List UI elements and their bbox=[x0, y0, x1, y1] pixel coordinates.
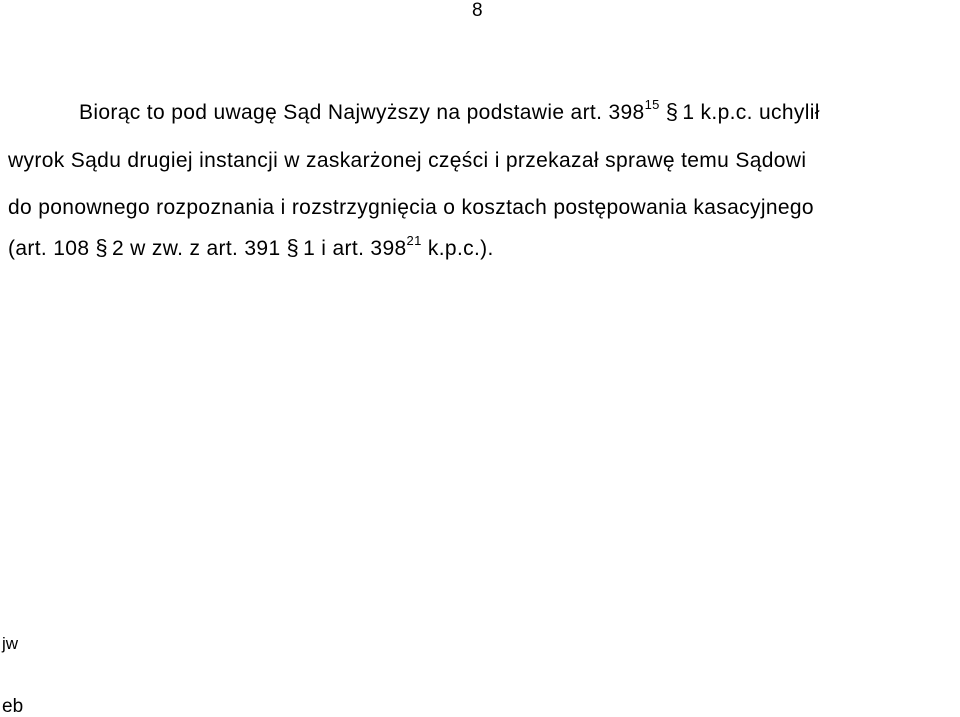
line-1-text-end: 1 k.p.c. uchylił bbox=[682, 101, 820, 124]
paragraph-line-1 bbox=[79, 97, 820, 125]
section-symbol: § bbox=[665, 99, 679, 124]
article-superscript-21: 21 bbox=[406, 233, 422, 248]
paragraph-line-3: do ponownego rozpoznania i rozstrzygnięcia o kosztach postępowania kasacyjnego bbox=[8, 196, 814, 219]
article-superscript-15: 15 bbox=[644, 97, 660, 112]
section-symbol: § bbox=[95, 235, 108, 260]
line-4-text-1: (art. 108 bbox=[8, 237, 90, 260]
footer-initials-2: eb bbox=[2, 696, 24, 717]
footer-initials-1: jw bbox=[2, 634, 19, 653]
paragraph-line-2: wyrok Sądu drugiej instancji w zaskarżonej części i przekazał sprawę temu Sądowi bbox=[8, 149, 807, 172]
page-number: 8 bbox=[472, 0, 483, 21]
line-4-text-3: 1 i art. 398 bbox=[303, 237, 407, 260]
paragraph-line-4 bbox=[8, 233, 494, 261]
line-4-text-4: k.p.c.). bbox=[421, 237, 494, 260]
line-4-text-2: 2 w zw. z art. 391 bbox=[111, 237, 281, 260]
section-symbol: § bbox=[286, 235, 300, 260]
line-1-text: Biorąc to pod uwagę Sąd Najwyższy na podstawie art. 398 bbox=[79, 101, 645, 124]
